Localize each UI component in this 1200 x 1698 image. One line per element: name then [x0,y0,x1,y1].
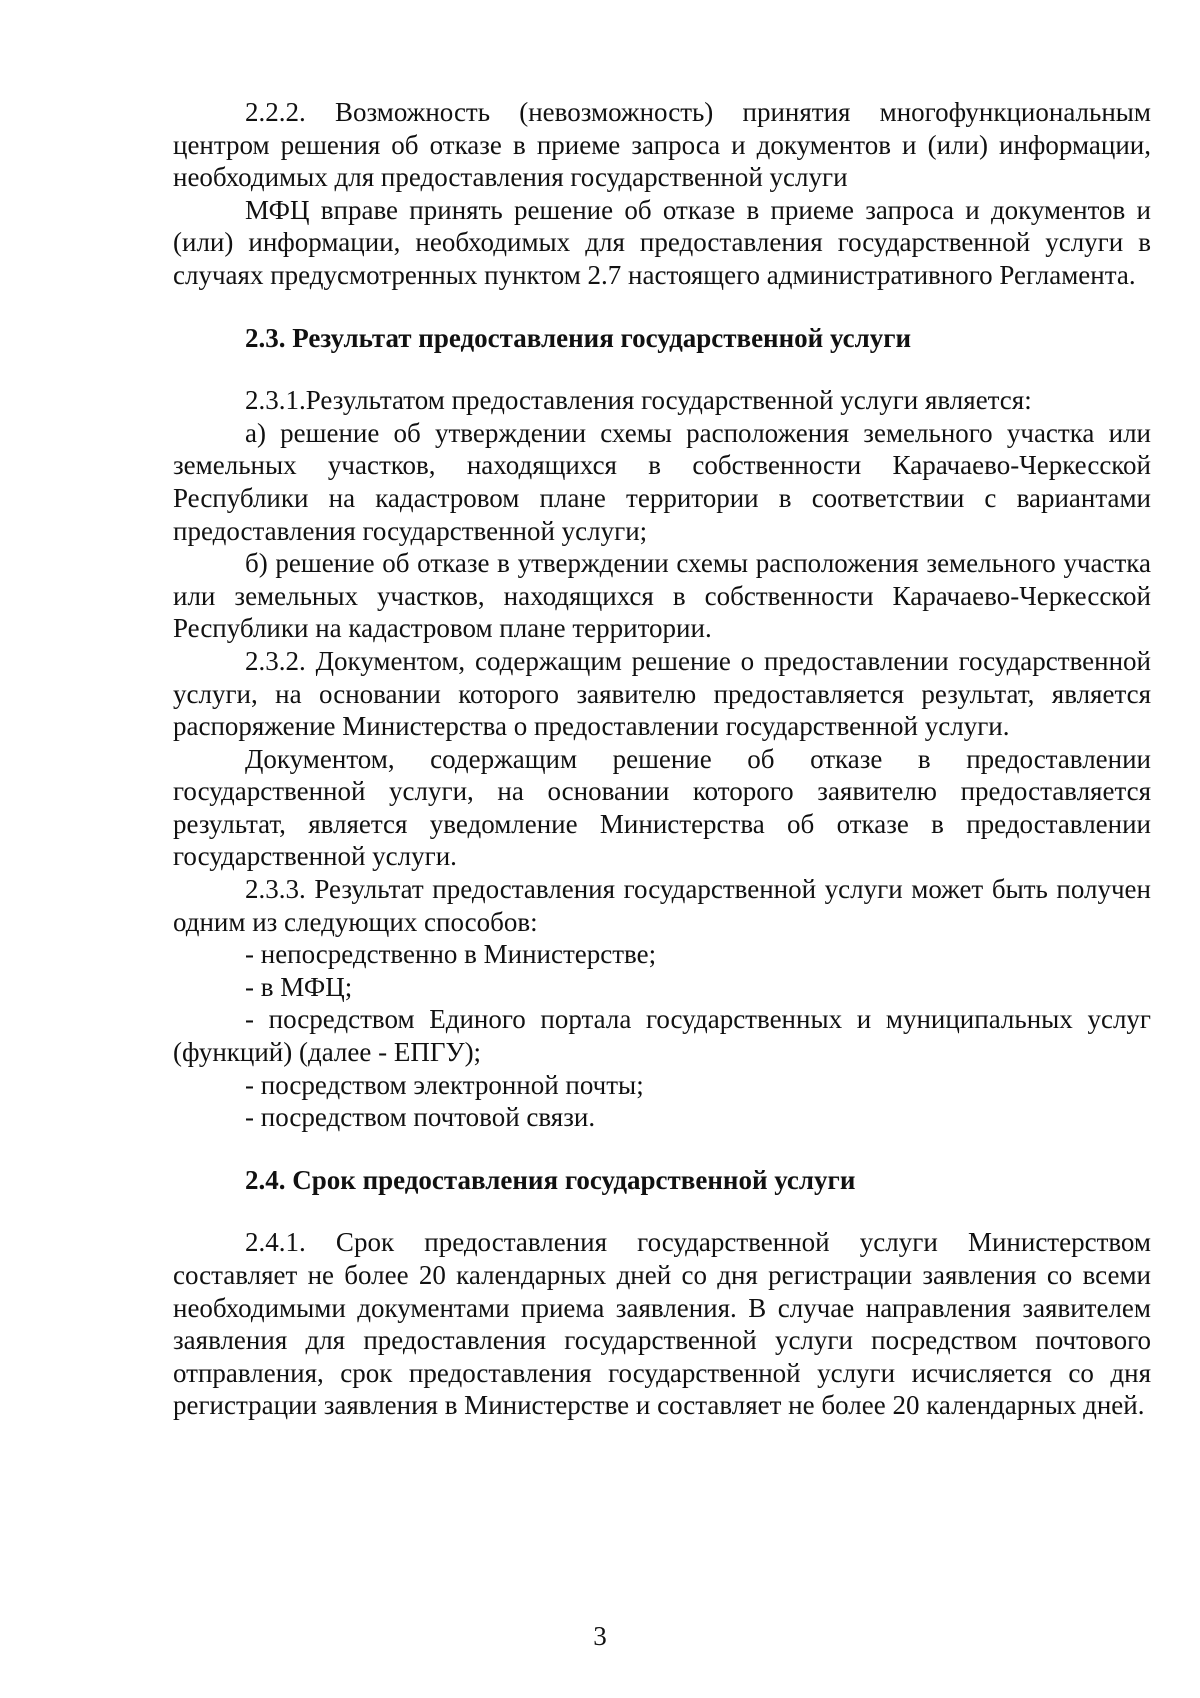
list-item-email: - посредством электронной почты; [245,1069,644,1100]
paragraph-2-3-2: 2.3.2. Документом, содержащим решение о предоставлении государственной услуги, на основании которого заявителю предоставляется результат, является распоряжение Министерства о предоставлении государственной услуги. [173,645,1151,742]
section-heading-2-3: 2.3. Результат предоставления государственной услуги [245,322,912,353]
list-item-mfc: - в МФЦ; [245,971,353,1002]
paragraph-2-4-1: 2.4.1. Срок предоставления государственной услуги Министерством составляет не более 20 календарных дней со дня регистрации заявления со всеми необходимыми документами приема заявления. В случае направления заявителем заявления для предоставления государственной услуги посредством почтового отправления, срок предоставления государственной услуги исчисляется со дня регистрации заявления в Министерстве и составляет не более 20 календарных дней. [173,1227,1151,1421]
page-number: 3 [593,1621,607,1651]
section-heading-2-4: 2.4. Срок предоставления государственной услуги [245,1164,856,1195]
paragraph-2-3-1: 2.3.1.Результатом предоставления государственной услуги является: [245,385,1032,416]
paragraph-item-a: а) решение об утверждении схемы расположения земельного участка или земельных участков, находящихся в собственности Карачаево-Черкесской Республики на кадастровом плане территории в соответствии с вариантами предоставления государственной услуги; [173,417,1151,546]
list-item-post: - посредством почтовой связи. [245,1102,596,1133]
list-item-ministry: - непосредственно в Министерстве; [245,939,657,970]
paragraph-2-3-3: 2.3.3. Результат предоставления государственной услуги может быть получен одним из следующих способов: [173,874,1151,937]
paragraph-item-b: б) решение об отказе в утверждении схемы расположения земельного участка или земельных участков, находящихся в собственности Карачаево-Черкесской Республики на кадастровом плане территории. [173,548,1151,644]
paragraph-2-2-2: 2.2.2. Возможность (невозможность) принятия многофункциональным центром решения об отказе в приеме запроса и документов и (или) информации, необходимых для предоставления государственной услуги [173,97,1151,193]
list-item-epgu: - посредством Единого портала государственных и муниципальных услуг (функций) (далее - ЕПГУ); [173,1004,1151,1068]
paragraph-refusal-document: Документом, содержащим решение об отказе в предоставлении государственной услуги, на основании которого заявителю предоставляется результат, является уведомление Министерства об отказе в предоставлении государственной услуги. [173,743,1151,872]
paragraph-mfc-refusal: МФЦ вправе принять решение об отказе в приеме запроса и документов и (или) информации, необходимых для предоставления государственной услуги в случаях предусмотренных пунктом 2.7 настоящего административного Регламента. [173,194,1151,290]
document-body [173,96,1151,1422]
